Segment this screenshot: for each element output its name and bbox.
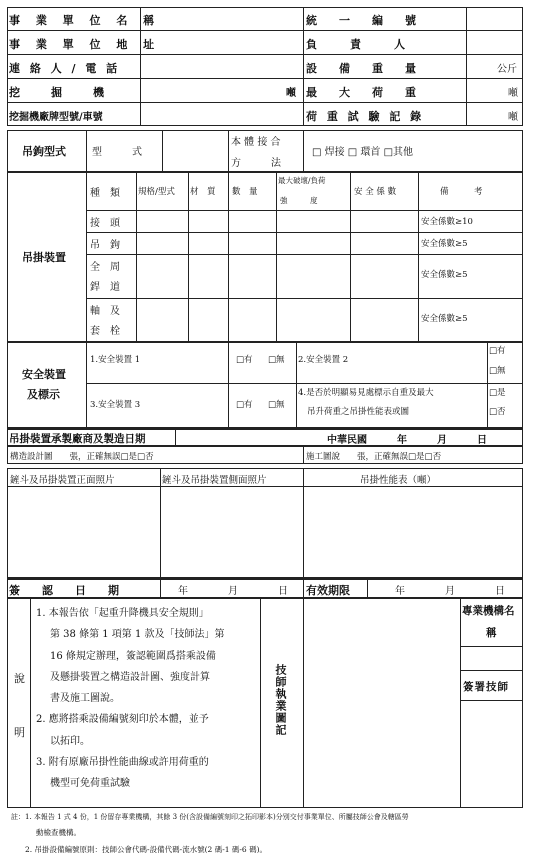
header-quantity: 數 量 xyxy=(232,187,258,197)
contact-label: 連 絡 人 / 電 話 xyxy=(9,62,121,75)
side-photo-area[interactable] xyxy=(161,487,302,577)
max-load-label: 最 大 荷 重 xyxy=(306,86,416,99)
company-address-label: 事 業 單 位 地 址 xyxy=(9,38,161,51)
safety-device-3-has[interactable]: □有 xyxy=(236,400,253,410)
safety-device-1: 1.安全裝置 1 xyxy=(90,355,141,365)
row-kind-2: 銲 道 xyxy=(90,282,120,293)
header-material: 材 質 xyxy=(190,187,216,197)
excavator-unit: 噸 xyxy=(286,88,296,99)
responsible-label: 負 責 人 xyxy=(306,38,405,51)
engineer-stamp-area[interactable] xyxy=(304,599,459,807)
company-name-label: 事 業 單 位 名 稱 xyxy=(9,14,161,27)
joint-options: □ 焊接 □ 環首 □其他 xyxy=(312,147,414,158)
safety-label-2: 及標示 xyxy=(27,388,60,401)
excavator-label: 挖 掘 機 xyxy=(9,86,107,99)
header-remark: 備 考 xyxy=(440,187,483,197)
sign-engineer-label: 簽署技師 xyxy=(463,681,509,693)
valid-date-value: 年 月 日 xyxy=(395,586,505,597)
row-kind-2: 套 栓 xyxy=(90,326,120,337)
model-no-label: 挖掘機廠牌型號/車號 xyxy=(9,112,103,123)
row-remark: 安全係數≥10 xyxy=(421,217,473,227)
hanging-label: 吊掛裝置 xyxy=(22,251,66,264)
equip-weight-unit: 公斤 xyxy=(497,64,517,75)
perf-table-label: 吊掛性能表（噸） xyxy=(360,475,437,486)
row-remark: 安全係數≥5 xyxy=(421,270,468,280)
safety-device-3-none[interactable]: □無 xyxy=(268,400,285,410)
side-photo-label: 鏟斗及吊掛裝置側面照片 xyxy=(162,475,267,486)
equip-weight-label: 設 備 重 量 xyxy=(306,62,416,75)
notes-list xyxy=(36,603,258,795)
notes-label-2: 明 xyxy=(14,726,25,739)
note-line: 第 38 條第 1 項第 1 款及「技師法」第 xyxy=(50,629,225,641)
construction-drawing: 施工圖說 張，正確無誤□是□否 xyxy=(306,452,442,462)
safety-device-2-none[interactable]: □無 xyxy=(489,366,506,376)
header-safety: 安 全 係 數 xyxy=(354,187,397,197)
front-photo-label: 鏟斗及吊掛裝置正面照片 xyxy=(10,475,115,486)
note-line: 及懸掛裝置之構造設計圖、強度計算 xyxy=(50,671,210,683)
front-photo-area[interactable] xyxy=(8,487,159,577)
header-kind: 種 類 xyxy=(90,188,120,199)
load-test-unit: 噸 xyxy=(508,112,518,123)
note-line: 2. 應將搭乘設備編號刻印於本體，並予 xyxy=(36,714,209,726)
safety-device-1-has[interactable]: □有 xyxy=(236,355,253,365)
row-kind: 軸 及 xyxy=(90,306,120,317)
header-max-break-2: 強 度 xyxy=(280,196,318,205)
footer-note-1a: 註：1. 本報告 1 式 4 份，1 份留存專業機構，其餘 3 份(含設備編號刻印之拓印影本)分別交付事業單位、所屬技師公會及轄區勞 xyxy=(11,813,409,821)
valid-label: 有效期限 xyxy=(306,584,350,597)
safety-label-1: 安全裝置 xyxy=(22,368,66,381)
row-kind: 吊 鉤 xyxy=(90,240,120,251)
label-question-line2: 吊升荷重之吊掛性能表或圖 xyxy=(307,407,410,417)
hook-label: 吊鉤型式 xyxy=(22,145,66,158)
label-question-no[interactable]: □否 xyxy=(489,407,506,417)
safety-device-1-none[interactable]: □無 xyxy=(268,355,285,365)
label-question-yes[interactable]: □是 xyxy=(489,388,506,398)
row-remark: 安全係數≥5 xyxy=(421,314,468,324)
note-line: 機型可免荷重試驗 xyxy=(50,778,130,790)
safety-device-3: 3.安全裝置 3 xyxy=(90,400,141,410)
design-drawing: 構造設計圖 張，正確無誤□是□否 xyxy=(10,452,154,462)
body-joint-line1: 本 體 接 合 xyxy=(231,137,281,148)
footer-note-2: 2. 吊掛設備編號原則：技師公會代碼-設備代碼-流水號(2 碼-1 碼-6 碼)。 xyxy=(25,845,267,854)
note-line: 1. 本報告依「起重升降機具安全規則」 xyxy=(36,608,209,619)
mfg-date: 中華民國 年 月 日 xyxy=(327,435,487,446)
unified-no-label: 統 一 編 號 xyxy=(306,14,416,27)
note-line: 書及施工圖說。 xyxy=(50,693,120,705)
header-spec: 規格/型式 xyxy=(138,187,175,197)
sign-date-value: 年 月 日 xyxy=(178,586,288,597)
label-question-line1: 4.是否於明顯易見處標示自重及最大 xyxy=(298,388,434,398)
agency-name-label-2: 稱 xyxy=(486,627,497,639)
engineer-stamp-label: 技師執業圖記 xyxy=(274,664,287,736)
safety-device-2-has[interactable]: □有 xyxy=(489,346,506,356)
note-line: 3. 附有原廠吊掛性能曲線或許用荷重的 xyxy=(36,757,209,769)
row-kind: 全 周 xyxy=(90,262,120,273)
sign-date-label: 簽 認 日 期 xyxy=(9,584,119,597)
perf-table-area[interactable] xyxy=(304,487,522,577)
load-test-label: 荷 重 試 驗 記 錄 xyxy=(306,110,425,123)
note-line: 16 條規定辦理，簽認範圍爲搭乘設備 xyxy=(50,650,216,662)
notes-label-1: 說 xyxy=(14,672,25,685)
max-load-unit: 噸 xyxy=(508,88,518,99)
row-kind: 接 頭 xyxy=(90,218,120,229)
safety-device-2: 2.安全裝置 2 xyxy=(298,355,349,365)
mfg-label: 吊掛裝置承製廠商及製造日期 xyxy=(9,433,146,445)
body-joint-line2: 方 法 xyxy=(231,158,281,169)
footer-note-1b: 動檢查機構。 xyxy=(36,828,81,837)
note-line: 以拓印。 xyxy=(50,735,90,747)
agency-name-label-1: 專業機構名 xyxy=(462,605,515,617)
safety-section xyxy=(7,342,523,428)
header-max-break-1: 最大破壞/負荷 xyxy=(278,176,326,185)
row-remark: 安全係數≥5 xyxy=(421,239,468,249)
hook-type-label: 型 式 xyxy=(92,147,142,158)
